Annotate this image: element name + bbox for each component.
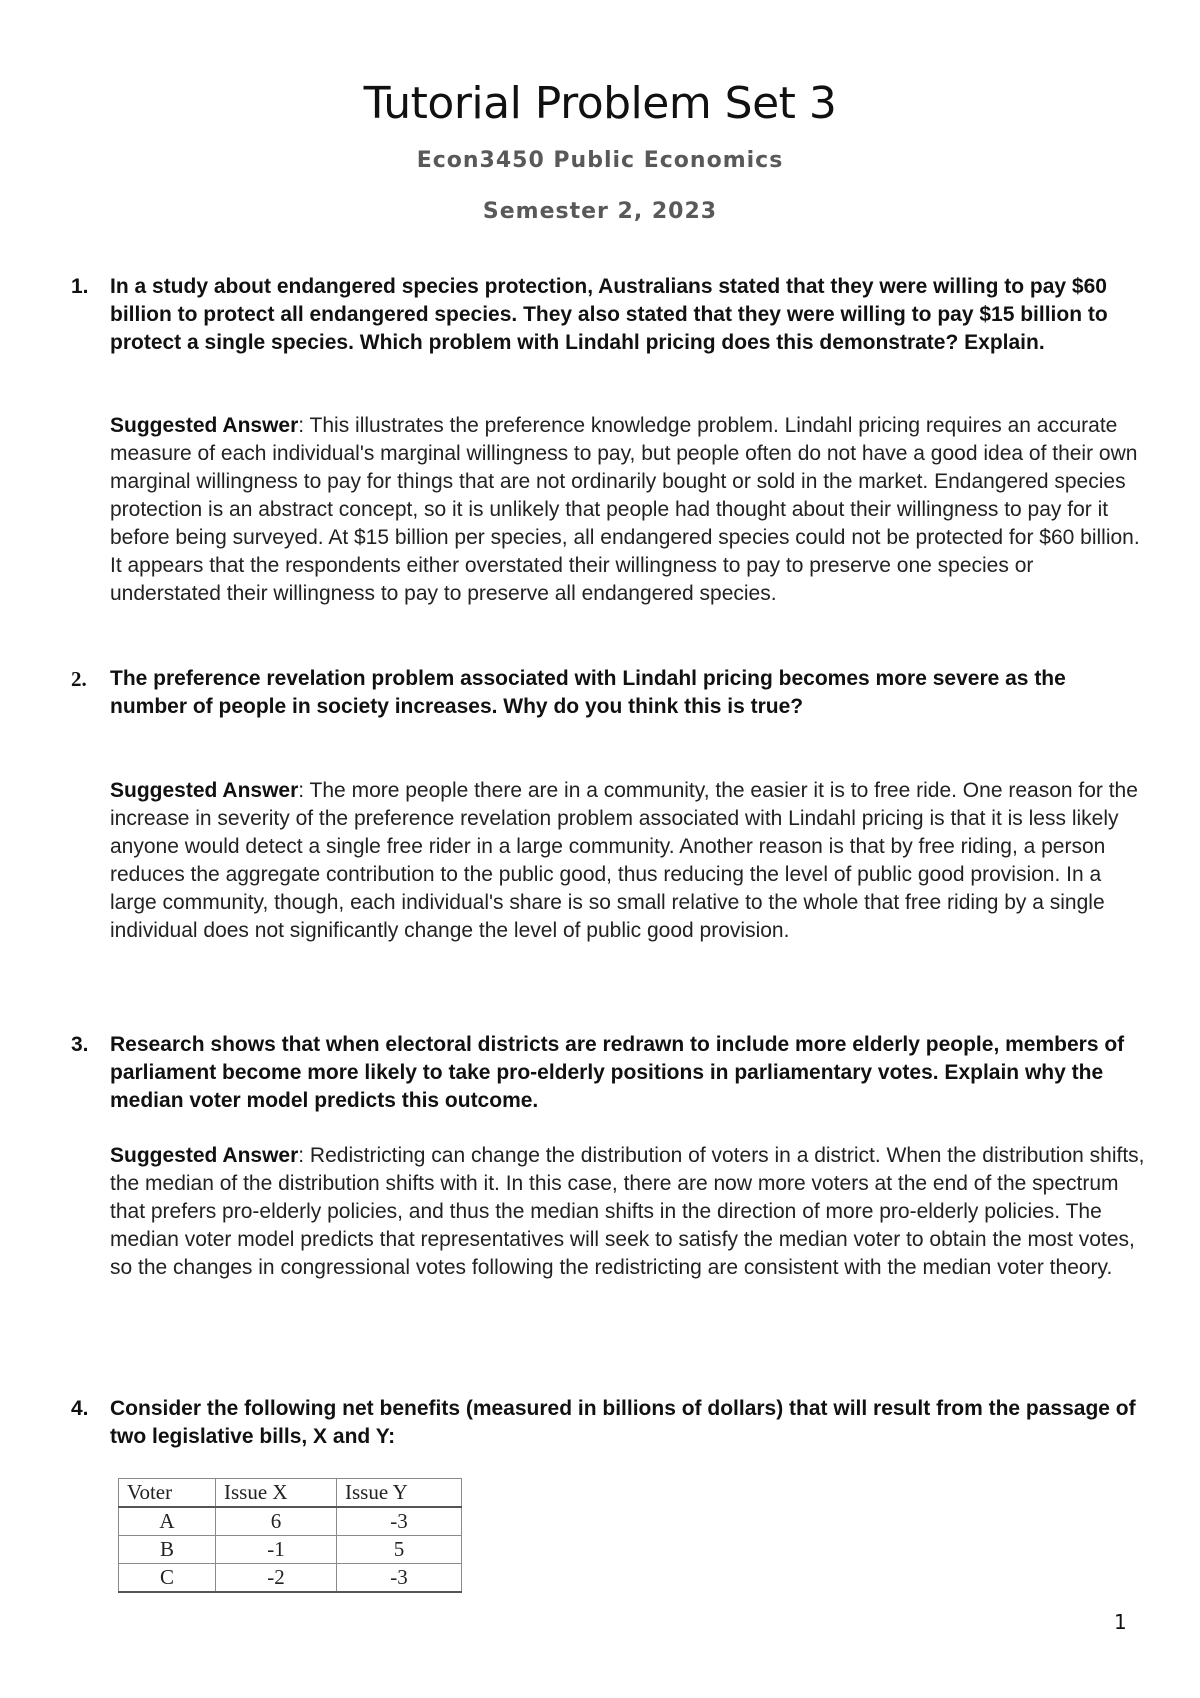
issue-y-cell: 5 xyxy=(337,1536,462,1564)
question-text: The preference revelation problem associated with Lindahl pricing becomes more severe as the number of people in society increases. Why do you think this is true? xyxy=(110,667,1066,718)
voter-cell: C xyxy=(119,1564,216,1593)
voter-cell: A xyxy=(119,1507,216,1536)
issue-x-cell: -1 xyxy=(216,1536,337,1564)
issue-x-cell: -2 xyxy=(216,1564,337,1593)
semester-subtitle: Semester 2, 2023 xyxy=(482,199,718,224)
answer-label: Suggested Answer xyxy=(110,1144,299,1167)
answer-3 xyxy=(110,1142,1150,1282)
answer-text: : Redistricting can change the distribution of voters in a district. When the distribution shifts, the median of the distribution shifts with it. In this case, there are now more voters at the end of the spectrum that prefers pro-elderly policies, and thus the median shifts in the direction of more pro-elderly policies. The median voter model predicts that representatives will seek to satisfy the median voter to obtain the most votes, so the changes in congressional votes following the redistricting are consistent with the median voter theory. xyxy=(110,1144,1145,1279)
answer-1 xyxy=(110,412,1150,608)
question-text: In a study about endangered species protection, Australians stated that they were willing to pay $60 billion to protect all endangered species. They also stated that they were willing to pay $15 billion to protect a single species. Which problem with Lindahl pricing does this demonstrate? Explain. xyxy=(110,275,1108,354)
answer-text: : This illustrates the preference knowledge problem. Lindahl pricing requires an accurate measure of each individual's marginal willingness to pay, but people often do not have a good idea of their own marginal willingness to pay for things that are not ordinarily bought or sold in the market. Endangered species protection is an abstract concept, so it is unlikely that people had thought about their willingness to pay for it before being surveyed. At $15 billion per species, all endangered species could not be protected for $60 billion. It appears that the respondents either overstated their willingness to pay to preserve one species or understated their willingness to pay to preserve all endangered species. xyxy=(110,414,1140,605)
question-text: Research shows that when electoral districts are redrawn to include more elderly people, members of parliament become more likely to take pro-elderly positions in parliamentary votes. Explain why the median voter model predicts this outcome. xyxy=(110,1033,1125,1112)
issue-y-cell: -3 xyxy=(337,1564,462,1593)
table-header-row xyxy=(119,1479,462,1508)
question-number: 3. xyxy=(71,1033,89,1056)
question-text: Consider the following net benefits (measured in billions of dollars) that will result from the passage of two legislative bills, X and Y: xyxy=(110,1397,1136,1448)
question-number: 4. xyxy=(71,1397,89,1420)
column-header: Issue Y xyxy=(337,1479,462,1508)
table-row xyxy=(119,1536,462,1564)
answer-label: Suggested Answer xyxy=(110,779,299,802)
page-title: Tutorial Problem Set 3 xyxy=(363,78,837,129)
answer-text: : The more people there are in a community, the easier it is to free ride. One reason for the increase in severity of the preference revelation problem associated with Lindahl pricing is that it is less likely anyone would detect a single free rider in a large community. Another reason is that by free riding, a person reduces the aggregate contribution to the public good, thus reducing the level of public good provision. In a large community, though, each individual's share is so small relative to the whole that free riding by a single individual does not significantly change the level of public good provision. xyxy=(110,779,1138,942)
column-header: Issue X xyxy=(216,1479,337,1508)
issue-x-cell: 6 xyxy=(216,1507,337,1536)
column-header: Voter xyxy=(119,1479,216,1508)
table-row xyxy=(119,1564,462,1593)
table-row xyxy=(119,1507,462,1536)
question-number: 2. xyxy=(71,667,87,691)
net-benefits-table xyxy=(118,1478,462,1593)
issue-y-cell: -3 xyxy=(337,1507,462,1536)
answer-label: Suggested Answer xyxy=(110,414,299,437)
page-number: 1 xyxy=(1114,1610,1127,1634)
question-number: 1. xyxy=(71,275,89,298)
answer-2 xyxy=(110,777,1150,945)
course-subtitle: Econ3450 Public Economics xyxy=(416,148,784,173)
voter-cell: B xyxy=(119,1536,216,1564)
